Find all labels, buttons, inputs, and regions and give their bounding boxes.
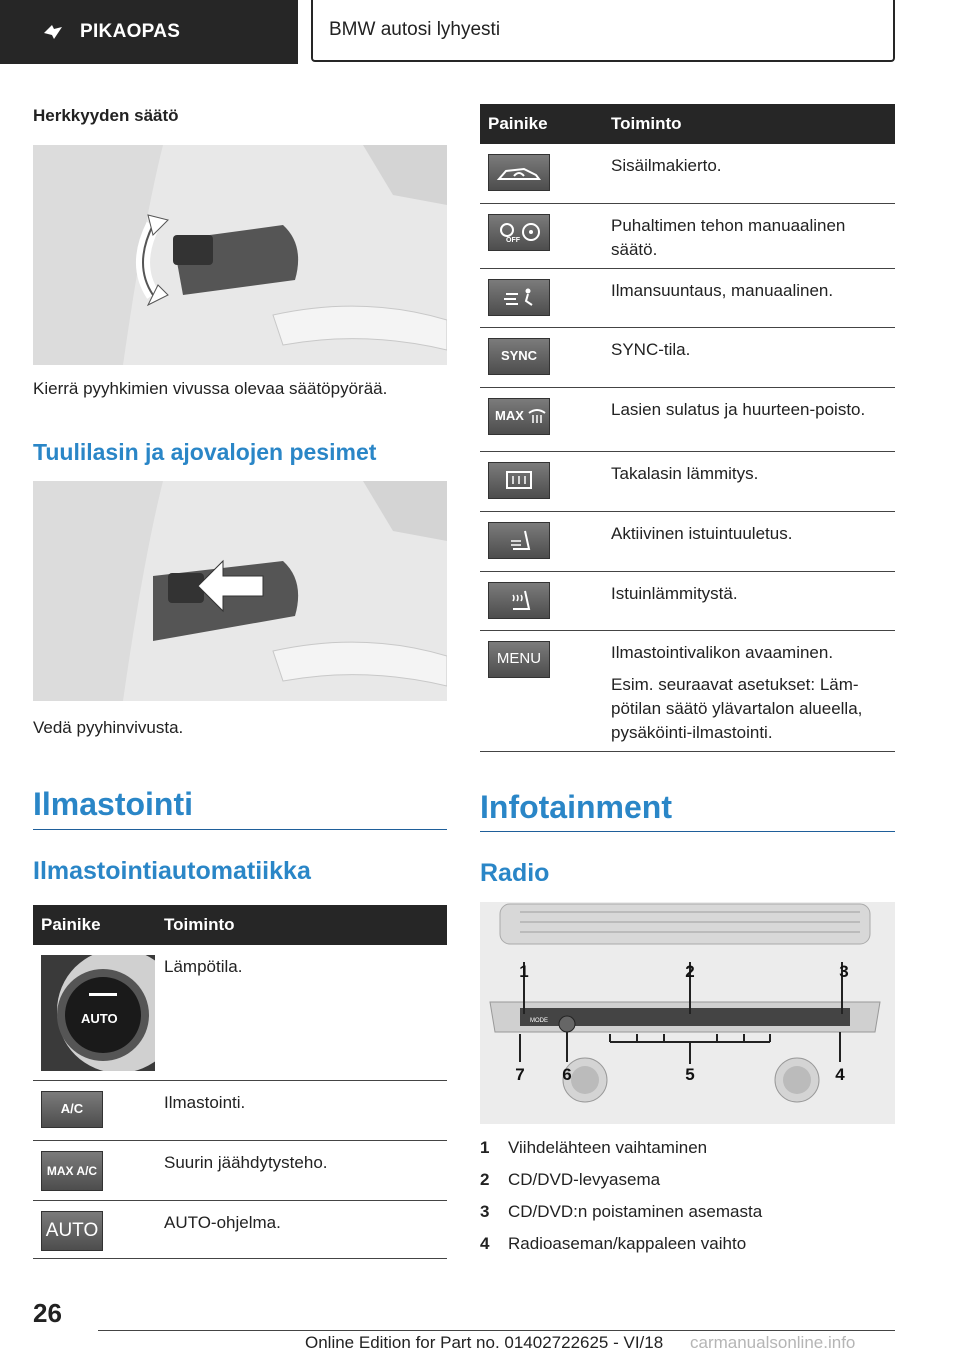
header-title: BMW autosi lyhyesti — [329, 19, 501, 40]
auto-button-icon: AUTO — [41, 1211, 103, 1251]
list-item — [480, 1196, 895, 1228]
row-description-extra: Esim. seuraavat asetukset: Läm-pötilan säätö ylävartalon alueella, pysäköinti-ilmastointi. — [611, 674, 863, 742]
radio-callout-4: 4 — [835, 1065, 845, 1084]
radio-callout-1: 1 — [519, 962, 529, 981]
row-description: AUTO-ohjelma. — [156, 1200, 447, 1258]
air-distribution-icon — [488, 279, 550, 316]
radio-mode-label: MODE — [530, 1018, 548, 1024]
infotainment-heading: Infotainment — [480, 789, 672, 825]
legend-text: CD/DVD:n poistaminen asemasta — [508, 1202, 763, 1221]
table-header-function: Toiminto — [156, 905, 447, 945]
legend-text: CD/DVD-levyasema — [508, 1170, 661, 1189]
row-description: Ilmastointivalikon avaaminen. — [611, 642, 834, 662]
table-row — [480, 571, 895, 630]
table-row — [480, 387, 895, 451]
sensitivity-heading: Herkkyyden säätö — [33, 106, 179, 125]
row-description: Sisäilmakierto. — [603, 144, 895, 203]
temperature-knob-icon — [41, 955, 155, 1071]
legend-text: Viihdelähteen vaihtaminen — [508, 1138, 708, 1157]
fan-off-icon — [488, 214, 550, 251]
radio-callout-6: 6 — [562, 1065, 572, 1084]
row-description: Takalasin lämmitys. — [603, 451, 895, 511]
infotainment-heading-rule — [480, 831, 895, 832]
washer-caption: Vedä pyyhinvivusta. — [33, 718, 184, 737]
climate-heading: Ilmastointi — [33, 786, 194, 822]
menu-button-icon: MENU — [488, 641, 550, 678]
table-row — [33, 1140, 447, 1200]
wiper-lever-pull-figure — [33, 481, 447, 701]
legend-text: Radioaseman/kappaleen vaihto — [508, 1234, 747, 1253]
auto-label: AUTO — [81, 1011, 118, 1026]
table-row — [480, 144, 895, 203]
auto-climate-heading: Ilmastointiautomatiikka — [33, 857, 311, 885]
list-item — [480, 1132, 895, 1164]
radio-callout-2: 2 — [685, 962, 695, 981]
recirculation-icon — [488, 154, 550, 191]
max-label: MAX — [495, 408, 524, 423]
header-section: PIKAOPAS — [80, 21, 181, 42]
table-row — [480, 630, 895, 751]
quick-guide-icon — [40, 19, 66, 45]
table-row — [480, 327, 895, 387]
max-ac-button-icon: MAX A/C — [41, 1151, 103, 1191]
header-title-bar — [311, 0, 895, 62]
table-row — [480, 511, 895, 571]
table-row — [33, 945, 447, 1080]
footer-edition: Online Edition for Part no. 01402722625 - VI/18 — [305, 1333, 664, 1352]
wiper-lever-rotation-figure — [33, 145, 447, 365]
auto-climate-table — [33, 905, 447, 1259]
radio-callout-3: 3 — [839, 962, 849, 981]
row-description: Puhaltimen tehon manuaalinen säätö. — [603, 203, 895, 268]
table-row — [480, 268, 895, 327]
radio-callout-7: 7 — [515, 1065, 525, 1084]
table-header-button: Painike — [480, 104, 603, 144]
page-number: 26 — [33, 1298, 62, 1328]
row-description: Lasien sulatus ja huurteen-poisto. — [603, 387, 895, 451]
radio-heading: Radio — [480, 859, 550, 887]
list-item — [480, 1228, 895, 1260]
svg-text:OFF: OFF — [506, 237, 520, 244]
seat-heating-icon — [488, 582, 550, 619]
list-item — [480, 1164, 895, 1196]
table-row — [480, 203, 895, 268]
radio-legend — [480, 1132, 895, 1260]
sensitivity-caption: Kierrä pyyhkimien vivussa olevaa säätöpyörää. — [33, 379, 388, 398]
row-description: SYNC-tila. — [603, 327, 895, 387]
table-row — [33, 1080, 447, 1140]
footer-watermark: carmanualsonline.info — [690, 1333, 856, 1352]
header-section-tab — [0, 0, 298, 64]
table-header-function: Toiminto — [603, 104, 895, 144]
climate-heading-rule — [33, 829, 447, 830]
washer-heading: Tuulilasin ja ajovalojen pesimet — [33, 439, 377, 465]
footer-rule — [98, 1330, 895, 1331]
row-description: Aktiivinen istuintuuletus. — [603, 511, 895, 571]
radio-callout-5: 5 — [685, 1065, 695, 1084]
table-header-button: Painike — [33, 905, 156, 945]
seat-ventilation-icon — [488, 522, 550, 559]
legend-number: 1 — [480, 1138, 490, 1157]
row-description: Ilmastointi. — [156, 1080, 447, 1140]
radio-controls-figure — [480, 902, 895, 1124]
legend-number: 2 — [480, 1170, 490, 1189]
row-description: Lämpötila. — [156, 945, 447, 1080]
row-description: Ilmansuuntaus, manuaalinen. — [603, 268, 895, 327]
legend-number: 4 — [480, 1234, 490, 1253]
row-description: Istuinlämmitystä. — [603, 571, 895, 630]
climate-buttons-table — [480, 104, 895, 752]
table-row — [33, 1200, 447, 1258]
rear-defrost-icon — [488, 462, 550, 499]
sync-button-icon: SYNC — [488, 338, 550, 375]
row-description: Suurin jäähdytysteho. — [156, 1140, 447, 1200]
ac-button-icon: A/C — [41, 1091, 103, 1128]
max-defrost-icon — [488, 398, 550, 435]
table-row — [480, 451, 895, 511]
legend-number: 3 — [480, 1202, 490, 1221]
